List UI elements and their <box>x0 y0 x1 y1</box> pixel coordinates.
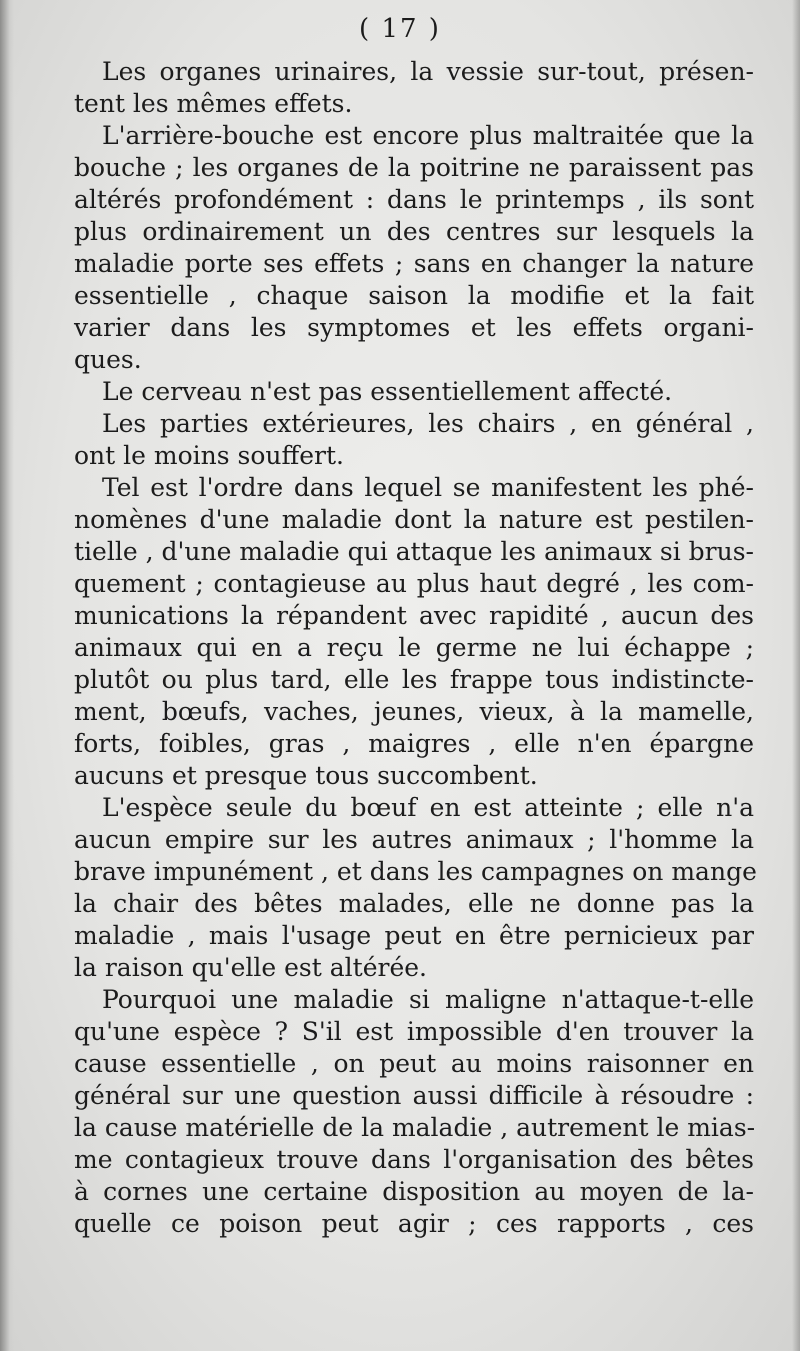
text-line: quement ; contagieuse au plus haut degré , les com- <box>74 569 754 598</box>
body-text <box>74 56 757 1240</box>
text-line: brave impunément , et dans les campagnes on mange <box>74 857 757 886</box>
text-line: varier dans les symptomes et les effets organi- <box>74 313 754 342</box>
text-line: qu'une espèce ? S'il est impossible d'en trouver la <box>74 1017 754 1046</box>
text-line: cause essentielle , on peut au moins raisonner en <box>74 1049 754 1078</box>
text-line: ment, bœufs, vaches, jeunes, vieux, à la mamelle, <box>74 697 754 726</box>
text-line: altérés profondément : dans le printemps , ils sont <box>74 185 754 214</box>
text-line: Les organes urinaires, la vessie sur-tout, présen- <box>102 57 754 86</box>
text-line: ques. <box>74 345 142 374</box>
text-line: munications la répandent avec rapidité , aucun des <box>74 601 754 630</box>
text-line: à cornes une certaine disposition au moyen de la- <box>74 1177 754 1206</box>
text-line: aucun empire sur les autres animaux ; l'homme la <box>74 825 754 854</box>
text-line: Les parties extérieures, les chairs , en général , <box>102 409 754 438</box>
text-line: me contagieux trouve dans l'organisation des bêtes <box>74 1145 754 1174</box>
text-line: tielle , d'une maladie qui attaque les animaux si brus- <box>74 537 754 566</box>
text-line: nomènes d'une maladie dont la nature est pestilen- <box>74 505 754 534</box>
text-line: aucuns et presque tous succombent. <box>74 761 538 790</box>
text-line: Le cerveau n'est pas essentiellement affecté. <box>102 377 673 406</box>
page-left-shadow <box>0 0 14 1351</box>
text-line: essentielle , chaque saison la modifie et la fait <box>74 281 754 310</box>
text-line: maladie , mais l'usage peut en être pernicieux par <box>74 921 754 950</box>
page-number: ( 17 ) <box>359 14 441 44</box>
text-line: la chair des bêtes malades, elle ne donne pas la <box>74 889 754 918</box>
text-line: tent les mêmes effets. <box>74 89 353 118</box>
text-line: plutôt ou plus tard, elle les frappe tous indistincte- <box>74 665 754 694</box>
text-line: maladie porte ses effets ; sans en changer la nature <box>74 249 754 278</box>
text-line: animaux qui en a reçu le germe ne lui échappe ; <box>74 633 754 662</box>
text-line: L'arrière-bouche est encore plus maltraitée que la <box>102 121 754 150</box>
text-line: quelle ce poison peut agir ; ces rapports , ces <box>74 1209 754 1238</box>
text-line: plus ordinairement un des centres sur lesquels la <box>74 217 754 246</box>
text-line: L'espèce seule du bœuf en est atteinte ; elle n'a <box>102 793 754 822</box>
text-line: la raison qu'elle est altérée. <box>74 953 427 982</box>
text-line: bouche ; les organes de la poitrine ne paraissent pas <box>74 153 754 182</box>
page-right-shadow <box>792 0 800 1351</box>
text-line: la cause matérielle de la maladie , autrement le mias- <box>74 1113 756 1142</box>
text-line: général sur une question aussi difficile à résoudre : <box>74 1081 754 1110</box>
text-line: Pourquoi une maladie si maligne n'attaque-t-elle <box>102 985 754 1014</box>
text-line: Tel est l'ordre dans lequel se manifestent les phé- <box>102 473 754 502</box>
text-line: ont le moins souffert. <box>74 441 344 470</box>
text-line: forts, foibles, gras , maigres , elle n'en épargne <box>74 729 754 758</box>
